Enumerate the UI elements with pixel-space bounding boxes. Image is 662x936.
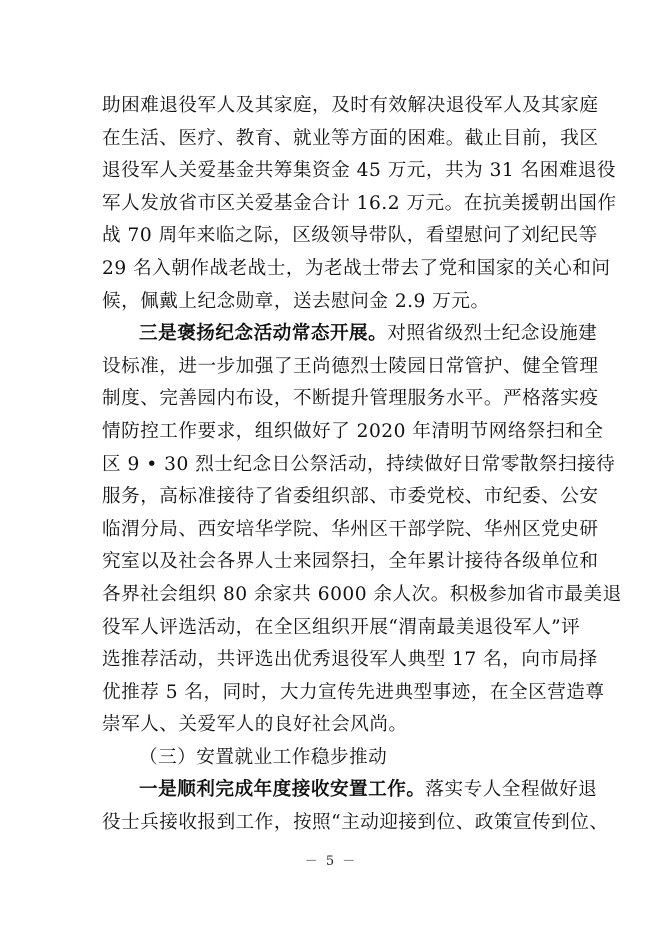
paragraph-line: 候，佩戴上纪念勋章，送去慰问金 2.9 万元。 [102,290,490,312]
paragraph-line: 优推荐 5 名，同时，大力宣传先进典型事迹，在全区营造尊 [102,681,605,703]
page-number: － 5 － [304,854,358,869]
paragraph-line: 助困难退役军人及其家庭，及时有效解决退役军人及其家庭 [102,95,599,116]
paragraph-first-line [102,318,598,351]
paragraph-line: 情防控工作要求，组织做好了 2020 年清明节网络祭扫和全 [102,420,604,442]
paragraph-text: 对照省级烈士纪念设施建 [387,323,598,345]
paragraph-lead-bold: 三是褒扬纪念活动常态开展。 [139,323,388,345]
paragraph-line: 军人发放省市区关爱基金合计 16.2 万元。在抗美援朝出国作 [102,192,617,214]
paragraph-line: 各界社会组织 80 余家共 6000 余人次。积极参加省市最美退 [102,583,622,605]
paragraph-first-line [102,774,598,807]
document-body [102,90,622,840]
paragraph-line: 战 70 周年来临之际，区级领导带队，看望慰问了刘纪民等 [102,225,598,247]
paragraph-line: 究室以及社会各界人士来园祭扫，全年累计接待各级单位和 [102,551,599,573]
paragraph-text: 落实专人全程做好退 [425,779,598,801]
paragraph-line: 设标准，进一步加强了王尚德烈士陵园日常管护、健全管理 [102,355,599,377]
paragraph-line: 役军人评选活动，在全区组织开展“渭南最美退役军人”评 [102,616,581,638]
paragraph-line: 役士兵接收报到工作，按照“主动迎接到位、政策宣传到位、 [102,812,609,834]
paragraph-line: 临渭分局、西安培华学院、华州区干部学院、华州区党史研 [102,518,599,540]
paragraph-line: 退役军人关爱基金共筹集资金 45 万元，共为 31 名困难退役 [102,160,617,182]
paragraph-line: 在生活、医疗、教育、就业等方面的困难。截止目前，我区 [102,127,599,149]
paragraph-lead-bold: 一是顺利完成年度接收安置工作。 [139,779,426,801]
paragraph-line: 29 名入朝作战老战士，为老战士带去了党和国家的关心和问 [102,257,611,279]
section-subheading: （三）安置就业工作稳步推动 [139,746,388,768]
paragraph-line: 服务，高标准接待了省委组织部、市委党校、市纪委、公安 [102,486,599,508]
paragraph-line: 制度、完善园内布设，不断提升管理服务水平。严格落实疫 [102,388,599,410]
paragraph-line: 崇军人、关爱军人的良好社会风尚。 [102,714,408,736]
paragraph-line: 选推荐活动，共评选出优秀退役军人典型 17 名，向市局择 [102,649,598,671]
paragraph-line: 区 9 • 30 烈士纪念日公祭活动，持续做好日常零散祭扫接待 [102,453,616,475]
